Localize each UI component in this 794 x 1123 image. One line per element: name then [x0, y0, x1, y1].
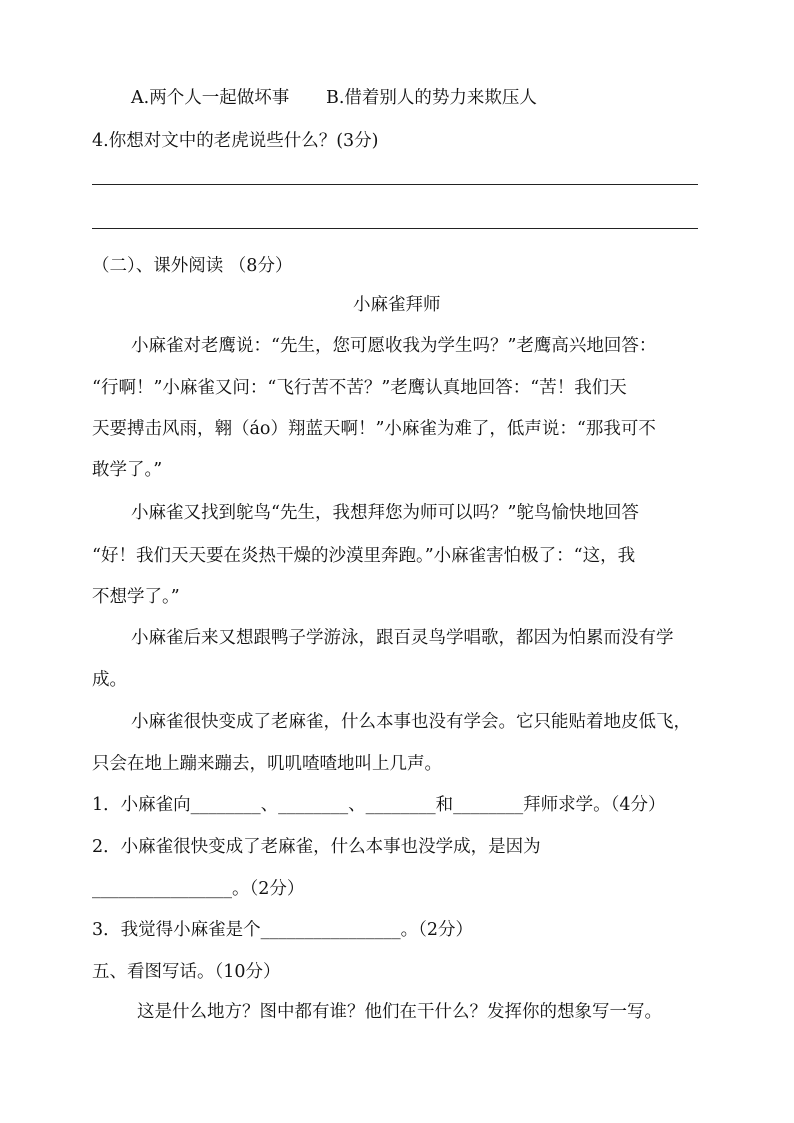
option-b: B.借着别人的势力来欺压人	[326, 88, 537, 108]
passage-line: 成。	[92, 670, 127, 690]
section-heading-extracurricular: （二）、课外阅读 （8分）	[92, 256, 293, 276]
passage-line: 只会在地上蹦来蹦去，叽叽喳喳地叫上几声。	[92, 754, 442, 774]
passage-line: 敢学了。”	[92, 460, 163, 480]
passage-line: “行啊！”小麻雀又问：“飞行苦不苦？”老鹰认真地回答：“苦！我们天	[92, 378, 627, 398]
passage-title: 小麻雀拜师	[353, 295, 441, 315]
passage-line: 小麻雀又找到鸵鸟“先生，我想拜您为师可以吗？”鸵鸟愉快地回答	[131, 503, 639, 523]
passage-line: 天要搏击风雨，翱（áo）翔蓝天啊！”小麻雀为难了，低声说：“那我可不	[92, 419, 656, 439]
passage-line: “好！我们天天要在炎热干燥的沙漠里奔跑。”小麻雀害怕极了：“这，我	[92, 546, 636, 566]
option-a: A.两个人一起做坏事	[131, 88, 290, 108]
passage-line: 小麻雀对老鹰说：“先生，您可愿收我为学生吗？”老鹰高兴地回答：	[131, 336, 657, 356]
question-2-answer: ________________。（2分）	[92, 879, 305, 899]
question-3: 3．我觉得小麻雀是个________________。（2分）	[92, 920, 474, 940]
section-heading-picture-writing: 五、看图写话。（10分）	[92, 962, 281, 982]
question-4: 4.你想对文中的老虎说些什么？(3分)	[92, 131, 379, 151]
answer-line-2	[92, 228, 698, 229]
question-2: 2．小麻雀很快变成了老麻雀，什么本事也没学成，是因为	[92, 837, 541, 857]
picture-writing-prompt: 这是什么地方？图中都有谁？他们在干什么？发挥你的想象写一写。	[137, 1002, 662, 1022]
passage-line: 不想学了。”	[92, 587, 180, 607]
passage-line: 小麻雀后来又想跟鸭子学游泳，跟百灵鸟学唱歌，都因为怕累而没有学	[131, 628, 674, 648]
answer-line-1	[92, 184, 698, 185]
question-1: 1．小麻雀向________、________、________和________拜师求学。（4分）	[92, 795, 666, 815]
passage-line: 小麻雀很快变成了老麻雀，什么本事也没有学会。它只能贴着地皮低飞，	[131, 712, 691, 732]
